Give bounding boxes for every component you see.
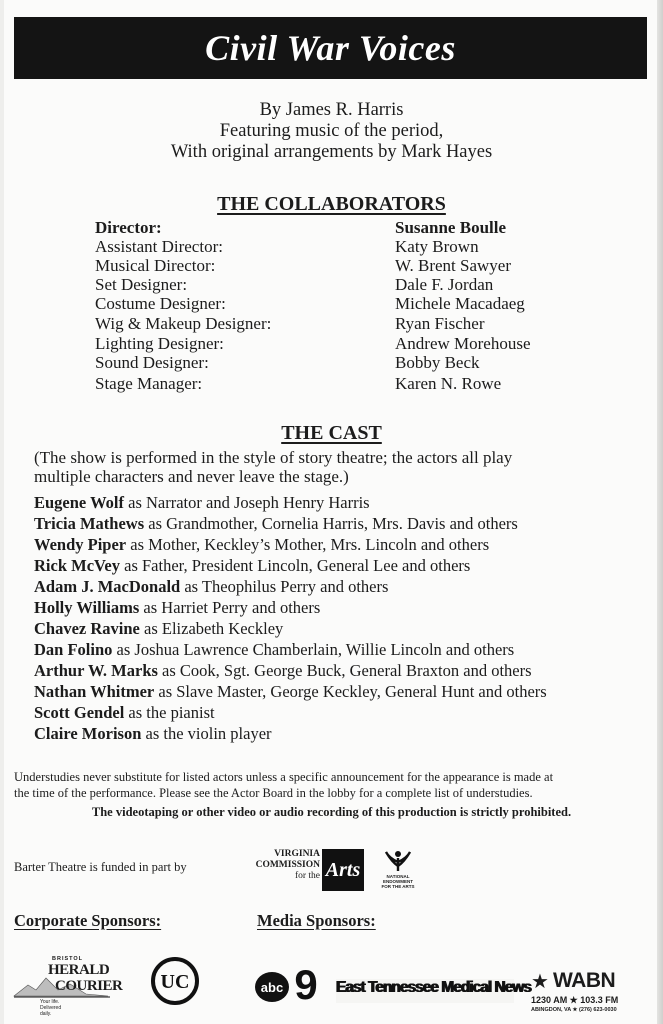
collab-row bbox=[95, 275, 565, 295]
recording-notice: The videotaping or other video or audio recording of this production is strictly prohibited. bbox=[91, 805, 572, 819]
abc9-logo bbox=[254, 963, 324, 1005]
collab-role: Sound Designer: bbox=[95, 353, 209, 372]
actor-name: Holly Williams bbox=[34, 598, 140, 617]
cast-member bbox=[34, 661, 644, 681]
cast-member bbox=[34, 682, 644, 702]
collab-name: Karen N. Rowe bbox=[395, 374, 502, 393]
cast-member bbox=[34, 514, 644, 534]
cast-member bbox=[34, 577, 644, 597]
vca-text: VIRGINIA COMMISSION for the bbox=[255, 849, 320, 881]
collab-role: Director: bbox=[95, 218, 162, 237]
wabn-frequencies: 1230 AM ★ 103.3 FM bbox=[531, 995, 619, 1005]
collab-row bbox=[95, 334, 565, 354]
actor-roles: as the pianist bbox=[124, 703, 215, 722]
herald-tagline: Your life. Delivered daily. bbox=[40, 999, 62, 1017]
collab-role: Assistant Director: bbox=[95, 237, 223, 256]
actor-roles: as Theophilus Perry and others bbox=[180, 577, 389, 596]
collab-name: Michele Macadaeg bbox=[395, 294, 525, 313]
collab-role: Set Designer: bbox=[95, 275, 188, 294]
cast-member bbox=[34, 556, 644, 576]
abc9-emblem-icon bbox=[254, 963, 324, 1005]
cast-note bbox=[34, 448, 614, 486]
collab-name: Bobby Beck bbox=[395, 353, 480, 372]
actor-name: Adam J. MacDonald bbox=[34, 577, 181, 596]
cast-heading: THE CAST bbox=[281, 422, 382, 444]
cast-member bbox=[34, 493, 644, 513]
collab-row bbox=[95, 314, 565, 334]
actor-name: Dan Folino bbox=[34, 640, 113, 659]
notice-line: the time of the performance. Please see the Actor Board in the lobby for a complete list of understudies. bbox=[14, 786, 533, 800]
cast-member bbox=[34, 619, 644, 639]
actor-roles: as Harriet Perry and others bbox=[139, 598, 321, 617]
collab-name: W. Brent Sawyer bbox=[395, 256, 511, 275]
collab-row bbox=[95, 218, 565, 238]
actor-name: Tricia Mathews bbox=[34, 514, 145, 533]
actor-roles: as Mother, Keckley’s Mother, Mrs. Lincoln and others bbox=[126, 535, 490, 554]
herald-name-line1: HERALD bbox=[48, 962, 110, 978]
actor-roles: as Cook, Sgt. George Buck, General Braxton and others bbox=[157, 661, 532, 680]
funding-text: Barter Theatre is funded in part by bbox=[14, 860, 187, 874]
show-title: Civil War Voices bbox=[205, 28, 456, 68]
herald-courier-mountains-icon bbox=[0, 0, 123, 1024]
collab-role: Wig & Makeup Designer: bbox=[95, 314, 272, 333]
byline-music: Featuring music of the period, bbox=[219, 121, 444, 141]
actor-roles: as the violin player bbox=[141, 724, 272, 743]
collab-name: Andrew Morehouse bbox=[395, 334, 531, 353]
cast-member bbox=[34, 598, 644, 618]
cast-note-line: (The show is performed in the style of story theatre; the actors all play bbox=[34, 448, 513, 467]
collab-name: Dale F. Jordan bbox=[395, 275, 494, 294]
collab-name: Ryan Fischer bbox=[395, 314, 485, 333]
actor-name: Eugene Wolf bbox=[34, 493, 125, 512]
actor-name: Claire Morison bbox=[34, 724, 142, 743]
nea-emblem-icon bbox=[383, 850, 413, 872]
collab-row bbox=[95, 256, 565, 276]
collab-name: Susanne Boulle bbox=[395, 218, 507, 237]
byline-arrangements: With original arrangements by Mark Hayes bbox=[170, 142, 493, 162]
wabn-call-letters: WABN bbox=[553, 969, 616, 992]
wabn-location: ABINGDON, VA ★ (276) 623-0030 bbox=[531, 1007, 617, 1013]
abc-number: 9 bbox=[294, 963, 318, 1005]
virginia-commission-logo bbox=[246, 849, 368, 893]
uc-mark: UC bbox=[160, 971, 190, 993]
actor-roles: as Father, President Lincoln, General Lee and others bbox=[120, 556, 471, 575]
collab-row bbox=[95, 294, 565, 314]
collab-role: Costume Designer: bbox=[95, 294, 226, 313]
collab-name: Katy Brown bbox=[395, 237, 479, 256]
collab-role: Musical Director: bbox=[95, 256, 216, 275]
actor-name: Scott Gendel bbox=[34, 703, 125, 722]
collab-role: Lighting Designer: bbox=[95, 334, 224, 353]
actor-roles: as Narrator and Joseph Henry Harris bbox=[124, 493, 370, 512]
corporate-sponsors-heading: Corporate Sponsors: bbox=[14, 911, 162, 930]
collab-row bbox=[95, 353, 565, 373]
collab-role: Stage Manager: bbox=[95, 374, 203, 393]
media-sponsors-heading: Media Sponsors: bbox=[257, 911, 376, 930]
herald-name-line2: COURIER bbox=[55, 978, 123, 994]
actor-name: Chavez Ravine bbox=[34, 619, 140, 638]
notice-line: Understudies never substitute for listed actors unless a specific announcement for the appearance is made at bbox=[14, 770, 554, 784]
actor-name: Nathan Whitmer bbox=[34, 682, 155, 701]
actor-roles: as Slave Master, George Keckley, General Hunt and others bbox=[154, 682, 547, 701]
vca-arts-mark: Arts bbox=[322, 849, 364, 891]
nea-logo bbox=[380, 850, 416, 896]
herald-bristol: BRISTOL bbox=[52, 956, 84, 962]
actor-roles: as Elizabeth Keckley bbox=[139, 619, 284, 638]
collab-row bbox=[95, 237, 565, 257]
collab-row bbox=[95, 374, 565, 394]
nea-label: NATIONAL ENDOWMENT FOR THE ARTS bbox=[381, 874, 415, 889]
cast-member bbox=[34, 724, 644, 744]
actor-name: Rick McVey bbox=[34, 556, 120, 575]
byline-author: By James R. Harris bbox=[259, 100, 404, 120]
uc-emblem-icon bbox=[150, 956, 200, 1006]
actor-roles: as Grandmother, Cornelia Harris, Mrs. Davis and others bbox=[144, 514, 518, 533]
cast-member bbox=[34, 640, 644, 660]
cast-member bbox=[34, 703, 644, 723]
actor-roles: as Joshua Lawrence Chamberlain, Willie Lincoln and others bbox=[112, 640, 515, 659]
uc-logo bbox=[150, 956, 200, 1006]
abc-mark: abc bbox=[260, 980, 284, 995]
cast-note-line: multiple characters and never leave the stage.) bbox=[34, 467, 349, 486]
wabn-star-icon: ★ bbox=[531, 969, 549, 993]
east-tennessee-medical-news-logo: East Tennessee Medical News bbox=[336, 979, 514, 1003]
actor-name: Arthur W. Marks bbox=[34, 661, 158, 680]
cast-member bbox=[34, 535, 644, 555]
actor-name: Wendy Piper bbox=[34, 535, 127, 554]
collaborators-heading: THE COLLABORATORS bbox=[217, 193, 446, 215]
